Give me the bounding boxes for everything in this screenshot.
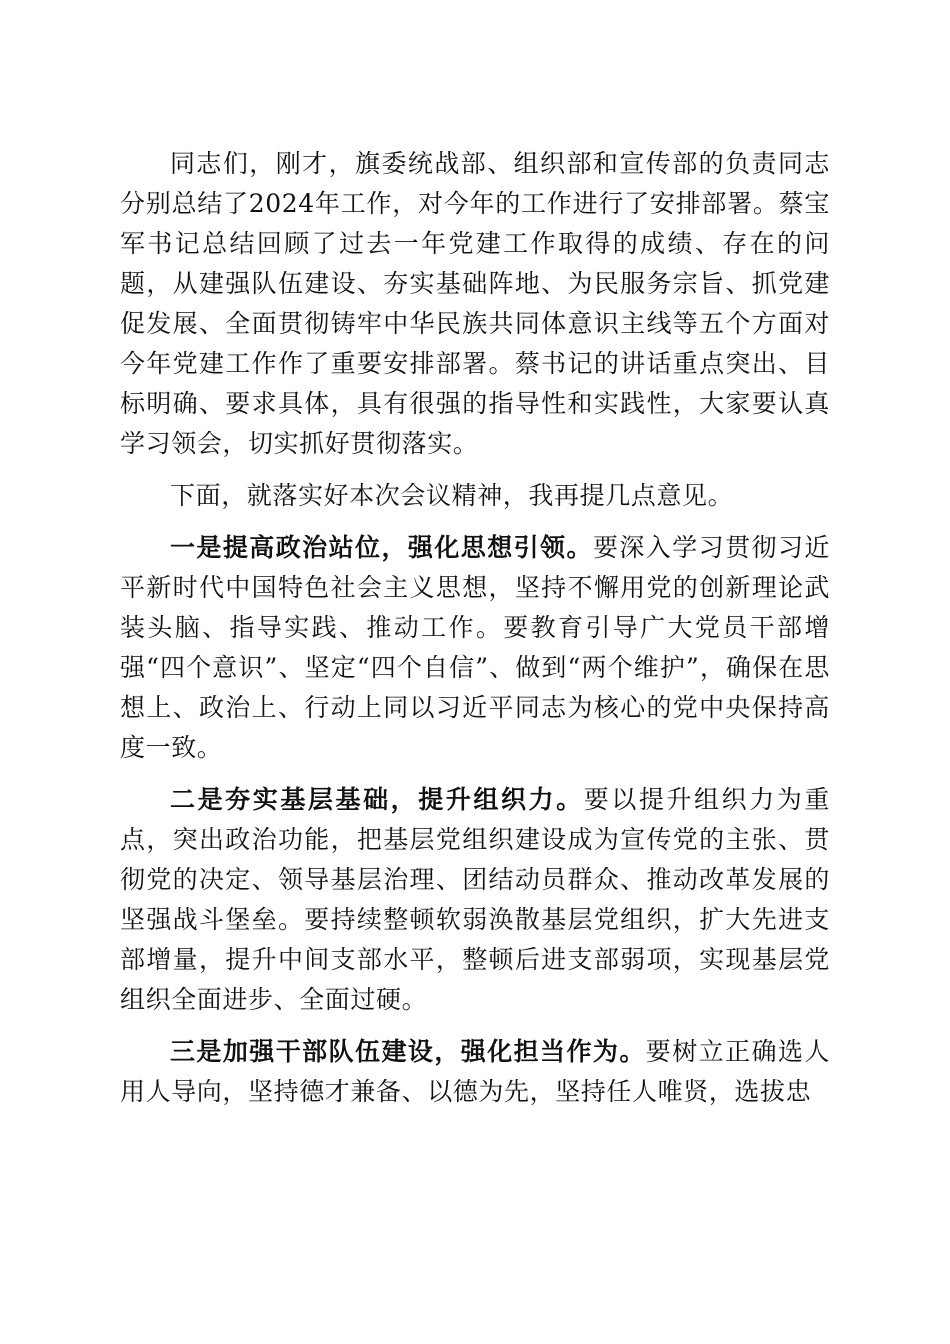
paragraph-point-2	[120, 780, 830, 1020]
paragraph-point-3	[120, 1032, 830, 1112]
paragraph-opening	[120, 144, 830, 464]
paragraph-lead: 三是加强干部队伍建设，强化担当作为。	[170, 1037, 646, 1066]
paragraph-text: 要以提升组织力为重点，突出政治功能，把基层党组织建设成为宣传党的主张、贯彻党的决定、领导基层治理、团结动员群众、推动改革发展的坚强战斗堡垒。要持续整顿软弱涣散基层党组织，扩大先进支部增量，提升中间支部水平，整顿后进支部弱项，实现基层党组织全面进步、全面过硬。	[120, 785, 830, 1014]
paragraph-text: 下面，就落实好本次会议精神，我再提几点意见。	[170, 481, 734, 510]
paragraph-text: 同志们，刚才，旗委统战部、组织部和宣传部的负责同志分别总结了2024年工作，对今年的工作进行了安排部署。蔡宝军书记总结回顾了过去一年党建工作取得的成绩、存在的问题，从建强队伍建设、夯实基础阵地、为民服务宗旨、抓党建促发展、全面贯彻铸牢中华民族共同体意识主线等五个方面对今年党建工作作了重要安排部署。蔡书记的讲话重点突出、目标明确、要求具体，具有很强的指导性和实践性，大家要认真学习领会，切实抓好贯彻落实。	[120, 149, 830, 458]
document-page	[120, 144, 830, 1124]
paragraph-text: 要树立正确选人用人导向，坚持德才兼备、以德为先，坚持任人唯贤，选拔忠	[120, 1037, 830, 1106]
paragraph-transition	[120, 476, 830, 516]
paragraph-lead: 一是提高政治站位，强化思想引领。	[170, 533, 593, 562]
paragraph-point-1	[120, 528, 830, 768]
paragraph-text: 要深入学习贯彻习近平新时代中国特色社会主义思想，坚持不懈用党的创新理论武装头脑、指导实践、推动工作。要教育引导广大党员干部增强“四个意识”、坚定“四个自信”、做到“两个维护”，确保在思想上、政治上、行动上同以习近平同志为核心的党中央保持高度一致。	[120, 533, 830, 762]
paragraph-lead: 二是夯实基层基础，提升组织力。	[170, 785, 584, 814]
